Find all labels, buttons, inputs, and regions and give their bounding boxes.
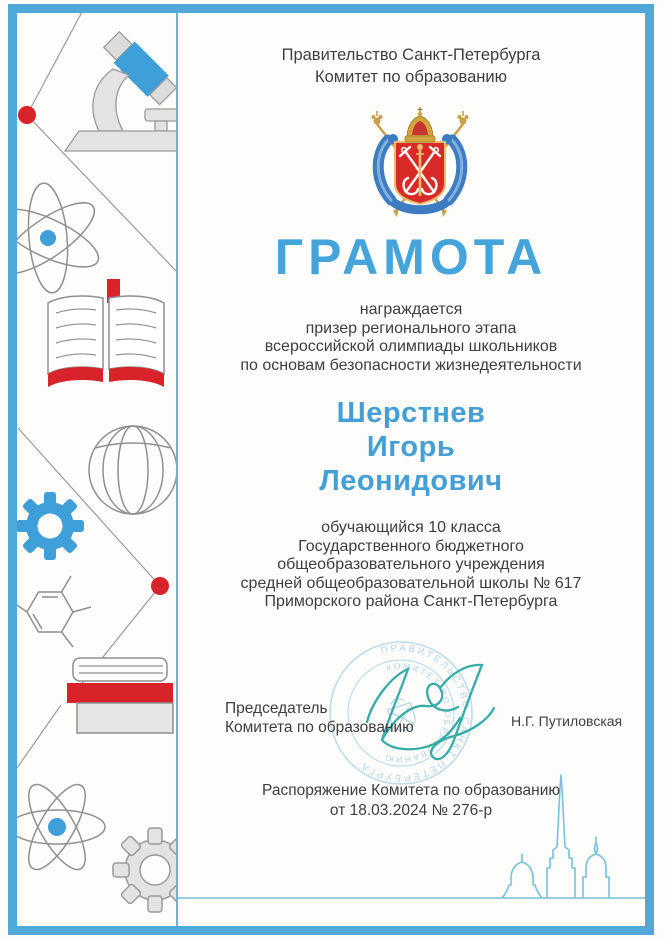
molecule-icon (17, 576, 91, 647)
school-line: Государственного бюджетного (298, 537, 524, 555)
stamp-outer-text: ПРАВИТЕЛЬСТВО САНКТ-ПЕТЕРБУРГА (357, 642, 472, 784)
red-dot (151, 577, 169, 595)
order-line2: от 18.03.2024 № 276-р (329, 801, 493, 819)
recipient-first-name: Игорь (366, 431, 456, 463)
stamp-inner-text: КОМИТЕТ ПО ОБРАЗОВАНИЮ (381, 660, 454, 766)
globe-icon (89, 426, 177, 514)
school-line: средней общеобразовательной школы № 617 (240, 574, 582, 592)
microscope-icon (65, 29, 177, 151)
school-line: общеобразовательного учреждения (277, 556, 545, 574)
certificate-title: ГРАМОТА (274, 229, 548, 285)
gov-header-line1: Правительство Санкт-Петербурга (281, 46, 541, 64)
left-decor-column (17, 13, 177, 926)
school-description (177, 519, 645, 612)
award-description (177, 301, 645, 375)
signer-position-line2: Комитета по образованию (225, 719, 414, 736)
school-line: обучающийся 10 класса (321, 519, 501, 536)
signer-name: Н.Г. Путиловская (511, 713, 623, 729)
order-line1: Распоряжение Комитета по образованию (262, 782, 560, 799)
recipient-middle-name: Леонидович (319, 465, 503, 497)
red-dot (18, 106, 36, 124)
order-reference (177, 781, 645, 820)
award-line: всероссийской олимпиады школьников (264, 338, 558, 356)
open-book-icon (48, 279, 164, 387)
peter-and-paul-fortress-skyline-icon (177, 758, 645, 900)
award-line: призер регионального этапа (305, 319, 517, 337)
award-line: по основам безопасности жизнедеятельности (240, 356, 582, 374)
recipient-name (177, 396, 645, 498)
gear-icon (113, 828, 177, 912)
school-line: Приморского района Санкт-Петербурга (264, 593, 558, 611)
gov-header-line2: Комитет по образованию (315, 68, 507, 86)
saint-petersburg-coat-of-arms (355, 106, 485, 226)
gear-icon (17, 492, 84, 560)
crown-icon (405, 107, 435, 142)
atom-icon (17, 182, 106, 295)
atom-icon (17, 777, 105, 877)
book-stack-icon (67, 658, 173, 733)
recipient-last-name: Шерстнев (336, 397, 486, 429)
signer-position (225, 699, 414, 737)
gov-header (177, 44, 645, 88)
signer-position-line1: Председатель (225, 700, 328, 717)
award-line: награждается (359, 301, 463, 318)
